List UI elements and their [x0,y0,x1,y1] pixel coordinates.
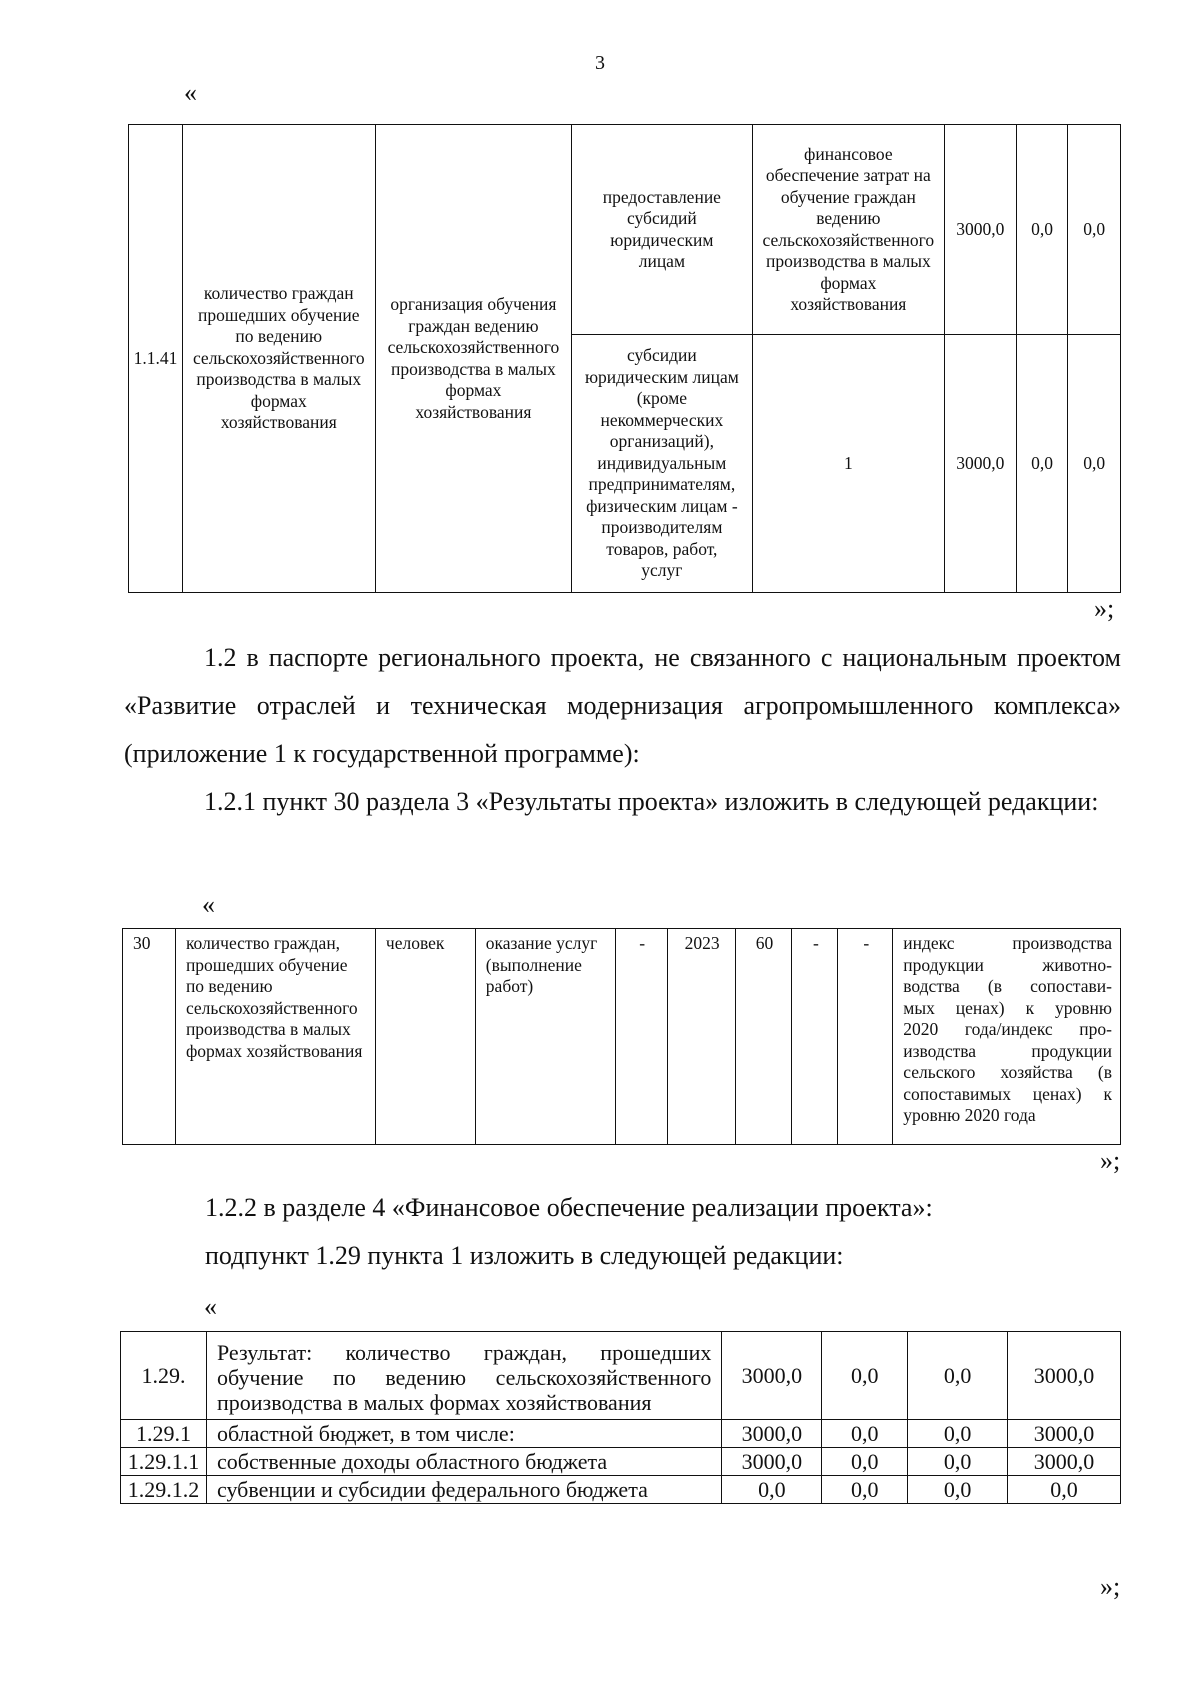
finance-value-2: 0,0 [822,1476,908,1504]
row-code: 1.1.41 [129,125,183,593]
close-quote-1: »; [1094,594,1115,623]
finance-code: 1.29.1 [121,1420,207,1448]
purpose-cell-2: 1 [752,335,945,593]
open-quote-3: « [204,1292,217,1321]
table-row [121,1420,1121,1448]
paragraph-1-2-2: 1.2.2 в разделе 4 «Финансовое обеспечение реализации проекта»: [205,1193,933,1222]
result-base: - [615,929,667,1145]
finance-total: 3000,0 [1008,1448,1121,1476]
finance-value-3: 0,0 [908,1448,1008,1476]
result-link-line: уровню 2020 года [903,1105,1036,1125]
value-cell-2-2: 0,0 [1016,335,1068,593]
finance-value-3: 0,0 [908,1420,1008,1448]
finance-total: 3000,0 [1008,1332,1121,1420]
result-link-line: сопоставимых ценах) к [903,1083,1112,1104]
close-quote-2: »; [1100,1146,1121,1175]
finance-total: 3000,0 [1008,1420,1121,1448]
direction-cell-1: предоставление субсидий юридическим лицам [572,125,752,335]
finance-value-1: 0,0 [722,1476,822,1504]
result-link-line: продукции животно- [903,954,1112,975]
result-name: количество граждан, прошедших обучение по ведению сельскохозяйственного производства в малых формах хозяйствования [175,929,375,1145]
event-cell: организация обучения граждан ведению сельскохозяйственного производства в малых формах хозяйствования [375,125,572,593]
finance-value-1: 3000,0 [722,1420,822,1448]
open-quote-2: « [202,890,215,919]
value-cell-1-2: 0,0 [1016,125,1068,335]
result-year: 2023 [667,929,735,1145]
table-row [121,1332,1121,1420]
table-result-30 [122,928,1121,1145]
table-finance-1-29 [120,1331,1121,1504]
result-link [893,929,1121,1145]
result-link-line: 2020 года/индекс про- [903,1019,1112,1039]
finance-value-2: 0,0 [822,1448,908,1476]
table-row [121,1448,1121,1476]
result-link-line: сельского хозяйства (в [903,1062,1112,1082]
result-dash-2: - [838,929,893,1145]
indicator-cell: количество граждан прошедших обучение по ведению сельскохозяйственного производства в малых формах хозяйствования [182,125,375,593]
result-link-line: водства (в сопостави- [903,976,1112,996]
finance-value-2: 0,0 [822,1332,908,1420]
finance-value-2: 0,0 [822,1420,908,1448]
result-link-line: изводства продукции [903,1040,1112,1061]
direction-cell-2: субсидии юридическим лицам (кроме некоммерческих организаций), индивидуальным предпринимателям, физическим лицам - производителям товаров, работ, услуг [572,335,752,593]
finance-code: 1.29. [121,1332,207,1420]
paragraph-1-2-1: 1.2.1 пункт 30 раздела 3 «Результаты проекта» изложить в следующей редакции: [204,787,1099,816]
result-value: 60 [735,929,792,1145]
paragraph-1-2: 1.2 в паспорте регионального проекта, не связанного с национальным проектом «Развитие отраслей и техническая модернизация агропромышленного комплекса» (приложение 1 к государственной программе): [124,643,1121,768]
finance-total: 0,0 [1008,1476,1121,1504]
finance-name: областной бюджет, в том числе: [206,1420,721,1448]
result-number: 30 [123,929,176,1145]
value-cell-2-1: 3000,0 [945,335,1016,593]
value-cell-1-3: 0,0 [1068,125,1121,335]
result-link-line: индекс производства [903,933,1112,953]
close-quote-3: »; [1100,1572,1121,1601]
finance-code: 1.29.1.1 [121,1448,207,1476]
finance-value-1: 3000,0 [722,1332,822,1420]
finance-name: субвенции и субсидии федерального бюджета [206,1476,721,1504]
result-dash-1: - [792,929,838,1145]
result-link-line: мых ценах) к уровню [903,997,1112,1018]
paragraph-subpoint: подпункт 1.29 пункта 1 изложить в следующей редакции: [205,1241,844,1270]
finance-code: 1.29.1.2 [121,1476,207,1504]
finance-name: собственные доходы областного бюджета [206,1448,721,1476]
page-number: 3 [595,52,605,74]
result-unit: человек [375,929,475,1145]
value-cell-2-3: 0,0 [1068,335,1121,593]
value-cell-1-1: 3000,0 [945,125,1016,335]
open-quote-1: « [184,78,197,107]
finance-value-1: 3000,0 [722,1448,822,1476]
finance-value-3: 0,0 [908,1332,1008,1420]
table-row [121,1476,1121,1504]
result-type: оказание услуг (выполнение работ) [475,929,615,1145]
table-1-1-41 [128,124,1121,593]
finance-value-3: 0,0 [908,1476,1008,1504]
purpose-cell-1: финансовое обеспечение затрат на обучение граждан ведению сельскохозяйственного производства в малых формах хозяйствования [752,125,945,335]
finance-name: Результат: количество граждан, прошедших обучение по ведению сельскохозяйственного производства в малых формах хозяйствования [206,1332,721,1420]
